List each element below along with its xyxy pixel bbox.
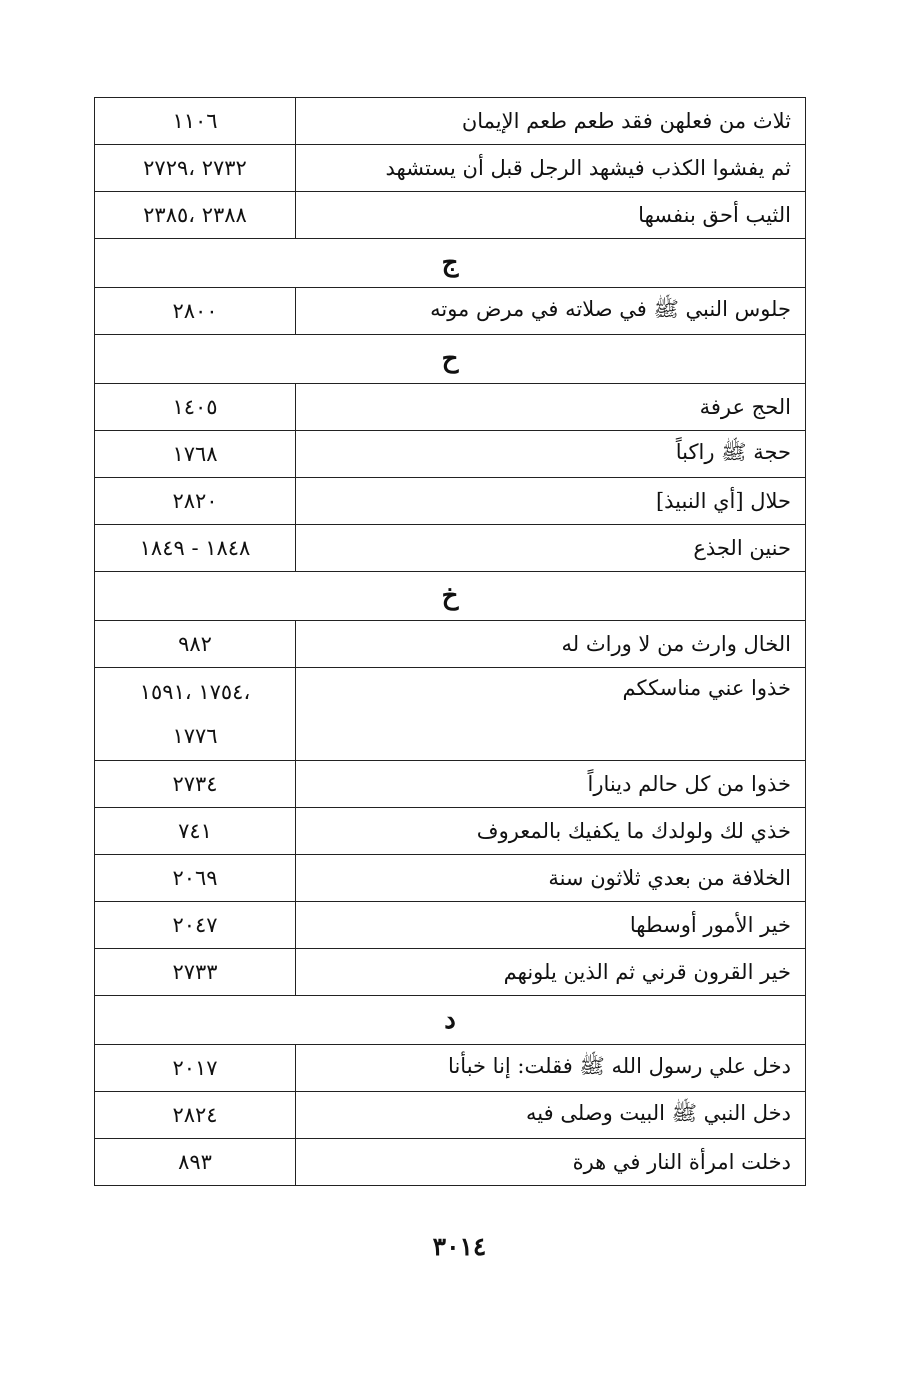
hadith-phrase: حنين الجذع (296, 525, 806, 572)
table-row (95, 1139, 806, 1186)
reference-numbers (95, 98, 296, 145)
reference-line: ٢٠٦٩ (172, 866, 218, 890)
reference-line: ٧٤١ (178, 819, 212, 843)
table-row (95, 855, 806, 902)
letter-header-row (95, 335, 806, 384)
reference-numbers (95, 288, 296, 335)
hadith-phrase: خذوا من كل حالم ديناراً (296, 761, 806, 808)
reference-line: ١١٠٦ (172, 109, 218, 133)
table-row (95, 1092, 806, 1139)
reference-numbers (95, 808, 296, 855)
table-row (95, 98, 806, 145)
table-row (95, 525, 806, 572)
table-row (95, 145, 806, 192)
reference-line: ٢٣٨٨ ،٢٣٨٥ (143, 203, 247, 227)
hadith-phrase: خذوا عني مناسككم (296, 668, 806, 761)
table-row (95, 1045, 806, 1092)
reference-line: ٢٧٣٢ ،٢٧٢٩ (143, 156, 247, 180)
reference-line: ٩٨٢ (178, 632, 212, 656)
reference-line: ٢٧٣٣ (172, 960, 218, 984)
reference-line: ٢٨٠٠ (172, 299, 218, 323)
hadith-phrase: خذي لك ولولدك ما يكفيك بالمعروف (296, 808, 806, 855)
hadith-phrase: جلوس النبي ﷺ في صلاته في مرض موته (296, 288, 806, 335)
letter-heading: ج (95, 239, 806, 288)
reference-numbers (95, 621, 296, 668)
reference-line: ٨٩٣ (178, 1150, 212, 1174)
reference-numbers (95, 1139, 296, 1186)
hadith-phrase: الثيب أحق بنفسها (296, 192, 806, 239)
hadith-phrase: الخلافة من بعدي ثلاثون سنة (296, 855, 806, 902)
table-row (95, 384, 806, 431)
hadith-phrase: الحج عرفة (296, 384, 806, 431)
reference-line: ٢٠٤٧ (172, 913, 218, 937)
reference-numbers (95, 192, 296, 239)
table-row (95, 668, 806, 761)
hadith-phrase: الخال وارث من لا وراث له (296, 621, 806, 668)
hadith-phrase: دخل النبي ﷺ البيت وصلى فيه (296, 1092, 806, 1139)
reference-line: ١٧٦٨ (172, 442, 218, 466)
table-row (95, 808, 806, 855)
hadith-phrase: خير الأمور أوسطها (296, 902, 806, 949)
letter-header-row (95, 572, 806, 621)
letter-header-row (95, 239, 806, 288)
letter-heading: ح (95, 335, 806, 384)
letter-heading: د (95, 996, 806, 1045)
hadith-phrase: خير القرون قرني ثم الذين يلونهم (296, 949, 806, 996)
reference-numbers (95, 902, 296, 949)
reference-numbers (95, 478, 296, 525)
reference-numbers (95, 384, 296, 431)
table-row (95, 431, 806, 478)
table-row (95, 288, 806, 335)
reference-numbers (95, 1092, 296, 1139)
hadith-phrase: حلال [أي النبيذ] (296, 478, 806, 525)
reference-line: ،١٧٥٤ ،١٥٩١ (139, 680, 251, 704)
reference-numbers (95, 1045, 296, 1092)
table-body (95, 98, 806, 1186)
reference-numbers (95, 431, 296, 478)
table-row (95, 192, 806, 239)
table-row (95, 761, 806, 808)
hadith-index-table (94, 97, 806, 1186)
reference-line: ١٨٤٨ - ١٨٤٩ (139, 536, 251, 560)
reference-line: ١٤٠٥ (172, 395, 218, 419)
page-number: ٣٠١٤ (432, 1232, 487, 1261)
reference-numbers (95, 525, 296, 572)
letter-header-row (95, 996, 806, 1045)
reference-numbers (95, 668, 296, 761)
letter-heading: خ (95, 572, 806, 621)
reference-line: ٢٨٢٤ (172, 1103, 218, 1127)
table-row (95, 621, 806, 668)
reference-line-continued: ١٧٧٦ (172, 724, 218, 748)
table-row (95, 478, 806, 525)
reference-numbers (95, 949, 296, 996)
hadith-phrase: ثلاث من فعلهن فقد طعم طعم الإيمان (296, 98, 806, 145)
hadith-phrase: دخلت امرأة النار في هرة (296, 1139, 806, 1186)
reference-numbers (95, 855, 296, 902)
hadith-phrase: ثم يفشوا الكذب فيشهد الرجل قبل أن يستشهد (296, 145, 806, 192)
reference-line: ٢٠١٧ (172, 1056, 218, 1080)
reference-line: ٢٧٣٤ (172, 772, 218, 796)
reference-numbers (95, 145, 296, 192)
hadith-phrase: دخل علي رسول الله ﷺ فقلت: إنا خبأنا (296, 1045, 806, 1092)
reference-line: ٢٨٢٠ (172, 489, 218, 513)
hadith-phrase: حجة ﷺ راكباً (296, 431, 806, 478)
reference-numbers (95, 761, 296, 808)
table-row (95, 902, 806, 949)
table-row (95, 949, 806, 996)
